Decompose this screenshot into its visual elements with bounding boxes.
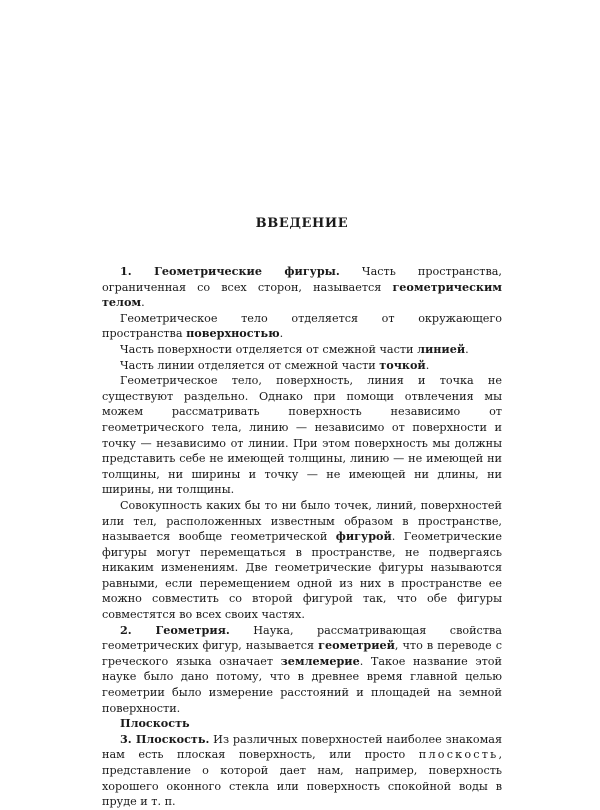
term-geometry: геометрией [318, 638, 395, 653]
section-heading-2: 2. Геометрия. [120, 622, 230, 637]
term-geometric-body: геометрическим телом [102, 279, 502, 310]
paragraph-3-1: 3. Плоскость. Из различных поверхностей наиболее знакомая нам есть плоская поверхность, или просто плоскость, представление о которой дает нам, например, поверхность хорошего оконного стекла или поверхность спокойной воды в пруде и т. п. [102, 731, 503, 809]
term-land-measuring: землемерие [280, 653, 360, 668]
paragraph-1-2: Геометрическое тело отделяется от окружающего пространства поверхностью. [102, 311, 502, 341]
page-title: ВВЕДЕНИЕ [255, 216, 349, 231]
term-line: линией [417, 341, 466, 356]
paragraph-1-5: Геометрическое тело, поверхность, линия и точка не существуют раздельно. Однако при помощи отвлечения мы можем рассматривать поверхность независимо от геометрического тела, линию — независимо от поверхности и точку — независимо от линии. При этом поверхность мы должны представить себе не имеющей толщины, линию — не имеющей ни толщины, ни ширины и точку — не имеющей ни длины, ни ширины, ни толщины. [102, 374, 502, 497]
section-heading-1: 1. Геометрические фигуры. [120, 264, 340, 278]
paragraph-2-1: 2. Геометрия. Наука, рассматривающая свойства геометрических фигур, называется геометрией, что в переводе с греческого языка означает землемерие. Такое название этой науке было дано потому, что в древнее время главной целью геометрии было измерение расстояний и площадей на земной поверхности. [102, 622, 502, 715]
term-surface: поверхностью [186, 326, 280, 341]
term-point: точкой [379, 357, 426, 372]
body-text [102, 264, 502, 810]
section-heading-3: 3. Плоскость. [120, 731, 210, 746]
paragraph-1-6: Совокупность каких бы то ни было точек, линий, поверхностей или тел, расположенных известным образом в пространстве, называется вообще геометрической фигурой. Геометрические фигуры могут перемещаться в пространстве, не подвергаясь никаким изменениям. Две геометрические фигуры называются равными, если перемещением одной из них в пространстве ее можно совместить со второй фигурой так, что обе фигуры совместятся во всех своих частях. [102, 498, 503, 622]
subheading-plane: Плоскость [120, 716, 190, 731]
paragraph-1-3: Часть поверхности отделяется от смежной части линией. [120, 341, 469, 356]
paragraph-1-1: 1. Геометрические фигуры. Часть пространства, ограниченная со всех сторон, называется геометрическим телом. [102, 264, 502, 310]
term-plane-spaced: плоскость [418, 748, 499, 762]
paragraph-1-4: Часть линии отделяется от смежной части точкой. [120, 357, 430, 372]
term-figure: фигурой [335, 529, 392, 544]
